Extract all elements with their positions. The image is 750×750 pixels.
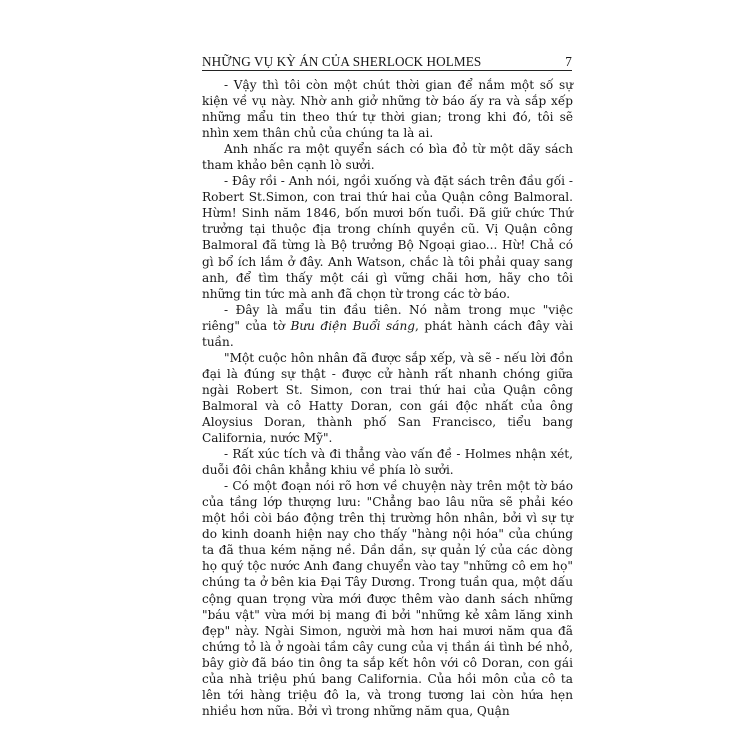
paragraph-text: - Đây là mẩu tin đầu tiên. Nó nằm trong mục "việc riêng" của tờ: [202, 302, 573, 333]
paragraph: "Một cuộc hôn nhân đã được sắp xếp, và sẽ - nếu lời đồn đại là đúng sự thật - được cử hành rất nhanh chóng giữa ngài Robert St. Simon, con trai thứ hai của Quận công Balmoral và cô Hatty Doran, con gái độc nhất của ông Aloysius Doran, thành phố San Francisco, tiểu bang California, nước Mỹ".: [202, 350, 573, 446]
paragraph: - Rất xúc tích và đi thẳng vào vấn đề - Holmes nhận xét, duỗi đôi chân khẳng khiu về phía lò sưởi.: [202, 447, 573, 478]
header-rule: [202, 70, 572, 71]
body-text: [202, 77, 573, 719]
paragraph: - Đây rồi - Anh nói, ngồi xuống và đặt sách trên đầu gối - Robert St.Simon, con trai thứ hai của Quận công Balmoral. Hừm! Sinh năm 1846, bốn mươi bốn tuổi. Đã giữ chức Thứ trưởng tại thuộc địa trong chính quyền cũ. Vị Quận công Balmoral đã từng là Bộ trưởng Bộ Ngoại giao... Hừ! Chả có gì bổ ích lắm ở đây. Anh Watson, chắc là tôi phải quay sang anh, để tìm thấy một cái gì vững chãi hơn, hãy cho tôi những tin tức mà anh đã chọn từ trong các tờ báo.: [202, 174, 573, 301]
running-header: [202, 54, 572, 74]
paragraph: - Có một đoạn nói rõ hơn về chuyện này trên một tờ báo của tầng lớp thượng lưu: "Chẳng bao lâu nữa sẽ phải kéo một hồi còi báo động trên thị trường hôn nhân, bởi vì sự tự do kinh doanh hiện nay cho thấy "hàng nội hóa" của chúng ta đã thua kém nặng nề. Dần dần, sự quản lý của các dòng họ quý tộc nước Anh đang chuyển vào tay "những cô em họ" chúng ta ở bên kia Đại Tây Dương. Trong tuần qua, một dấu cộng quan trọng vừa mới được thêm vào danh sách những "báu vật" vừa mới bị mang đi bởi "những kẻ xâm lăng xinh đẹp" này. Ngài Simon, người mà hơn hai mươi năm qua đã chứng tỏ là ở ngoài tầm cây cung của vị thần ái tình bé nhỏ, bây giờ đã báo tin ông ta sắp kết hôn với cô Doran, con gái của nhà triệu phú bang California. Của hồi môn của cô ta lên tới hàng triệu đô la, và trong tương lai còn hứa hẹn nhiều hơn nữa. Bởi vì trong những năm qua, Quận: [202, 479, 573, 718]
newspaper-name: Bưu điện Buổi sáng: [290, 318, 415, 333]
book-title: NHỮNG VỤ KỲ ÁN CỦA SHERLOCK HOLMES: [202, 54, 482, 69]
page-number: 7: [565, 54, 572, 69]
paragraph: - Vậy thì tôi còn một chút thời gian để nắm một số sự kiện về vụ này. Nhờ anh giở những tờ báo ấy ra và sắp xếp những mẩu tin theo thứ tự thời gian; trong khi đó, tôi sẽ nhìn xem thân chủ của chúng ta là ai.: [202, 78, 573, 141]
paragraph: [202, 302, 573, 350]
paragraph-text: , phát hành cách đây vài tuần.: [202, 318, 573, 349]
paragraph: Anh nhấc ra một quyển sách có bìa đỏ từ một dãy sách tham khảo bên cạnh lò sưởi.: [202, 142, 573, 173]
